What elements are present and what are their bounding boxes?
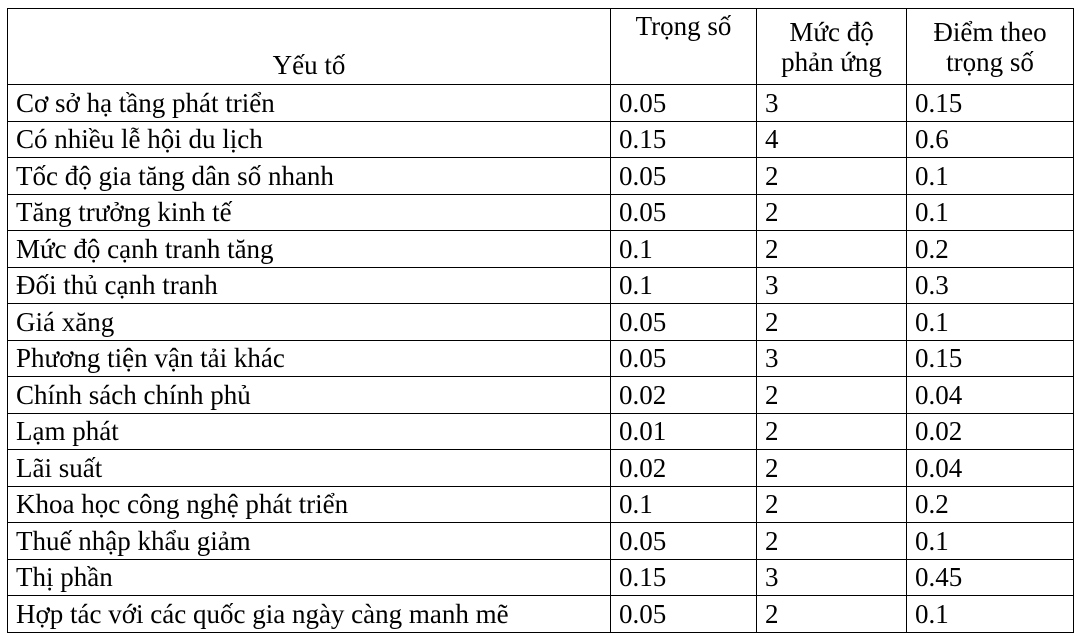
cell-weight: 0.05 <box>611 85 757 122</box>
cell-score: 0.2 <box>907 486 1074 523</box>
cell-weight: 0.05 <box>611 158 757 195</box>
cell-score: 0.1 <box>907 194 1074 231</box>
table-row <box>8 596 1074 633</box>
cell-factor: Giá xăng <box>8 304 611 341</box>
header-score: Điểm theo trọng số <box>907 9 1074 85</box>
cell-score: 0.1 <box>907 596 1074 633</box>
table-row <box>8 377 1074 414</box>
cell-response: 2 <box>757 231 907 268</box>
cell-weight: 0.05 <box>611 194 757 231</box>
cell-weight: 0.05 <box>611 596 757 633</box>
cell-response: 3 <box>757 85 907 122</box>
cell-factor: Mức độ cạnh tranh tăng <box>8 231 611 268</box>
table-row <box>8 450 1074 487</box>
cell-factor: Hợp tác với các quốc gia ngày càng manh mẽ <box>8 596 611 633</box>
cell-weight: 0.01 <box>611 413 757 450</box>
cell-response: 2 <box>757 194 907 231</box>
cell-score: 0.04 <box>907 377 1074 414</box>
cell-response: 2 <box>757 486 907 523</box>
cell-weight: 0.1 <box>611 267 757 304</box>
cell-response: 2 <box>757 304 907 341</box>
table-header-row <box>8 9 1074 85</box>
table-row <box>8 85 1074 122</box>
table-row <box>8 121 1074 158</box>
table-row <box>8 267 1074 304</box>
cell-score: 0.1 <box>907 158 1074 195</box>
cell-weight: 0.15 <box>611 559 757 596</box>
factor-weight-table <box>7 8 1074 633</box>
cell-score: 0.6 <box>907 121 1074 158</box>
table-row <box>8 413 1074 450</box>
cell-score: 0.1 <box>907 523 1074 560</box>
cell-factor: Thuế nhập khẩu giảm <box>8 523 611 560</box>
cell-factor: Lãi suất <box>8 450 611 487</box>
table-row <box>8 559 1074 596</box>
cell-score: 0.2 <box>907 231 1074 268</box>
cell-score: 0.04 <box>907 450 1074 487</box>
table-row <box>8 486 1074 523</box>
cell-response: 2 <box>757 413 907 450</box>
cell-weight: 0.05 <box>611 523 757 560</box>
cell-weight: 0.05 <box>611 304 757 341</box>
table-row <box>8 231 1074 268</box>
cell-score: 0.1 <box>907 304 1074 341</box>
cell-factor: Có nhiều lễ hội du lịch <box>8 121 611 158</box>
table-row <box>8 340 1074 377</box>
cell-factor: Tốc độ gia tăng dân số nhanh <box>8 158 611 195</box>
cell-response: 2 <box>757 450 907 487</box>
cell-weight: 0.02 <box>611 450 757 487</box>
cell-factor: Đối thủ cạnh tranh <box>8 267 611 304</box>
header-response: Mức độ phản ứng <box>757 9 907 85</box>
cell-factor: Tăng trưởng kinh tế <box>8 194 611 231</box>
cell-score: 0.45 <box>907 559 1074 596</box>
table-row <box>8 158 1074 195</box>
header-weight: Trọng số <box>611 9 757 85</box>
cell-score: 0.02 <box>907 413 1074 450</box>
cell-response: 2 <box>757 523 907 560</box>
cell-response: 2 <box>757 596 907 633</box>
cell-weight: 0.1 <box>611 486 757 523</box>
cell-response: 2 <box>757 158 907 195</box>
header-factor: Yếu tố <box>8 9 611 85</box>
cell-factor: Khoa học công nghệ phát triển <box>8 486 611 523</box>
cell-response: 3 <box>757 559 907 596</box>
cell-response: 2 <box>757 377 907 414</box>
cell-response: 4 <box>757 121 907 158</box>
cell-factor: Cơ sở hạ tầng phát triển <box>8 85 611 122</box>
cell-weight: 0.1 <box>611 231 757 268</box>
cell-response: 3 <box>757 340 907 377</box>
table-row <box>8 523 1074 560</box>
cell-score: 0.3 <box>907 267 1074 304</box>
cell-score: 0.15 <box>907 85 1074 122</box>
cell-factor: Chính sách chính phủ <box>8 377 611 414</box>
table-row <box>8 194 1074 231</box>
cell-factor: Thị phần <box>8 559 611 596</box>
table-row <box>8 304 1074 341</box>
cell-factor: Lạm phát <box>8 413 611 450</box>
cell-factor: Phương tiện vận tải khác <box>8 340 611 377</box>
cell-weight: 0.15 <box>611 121 757 158</box>
cell-response: 3 <box>757 267 907 304</box>
cell-weight: 0.02 <box>611 377 757 414</box>
cell-weight: 0.05 <box>611 340 757 377</box>
cell-score: 0.15 <box>907 340 1074 377</box>
